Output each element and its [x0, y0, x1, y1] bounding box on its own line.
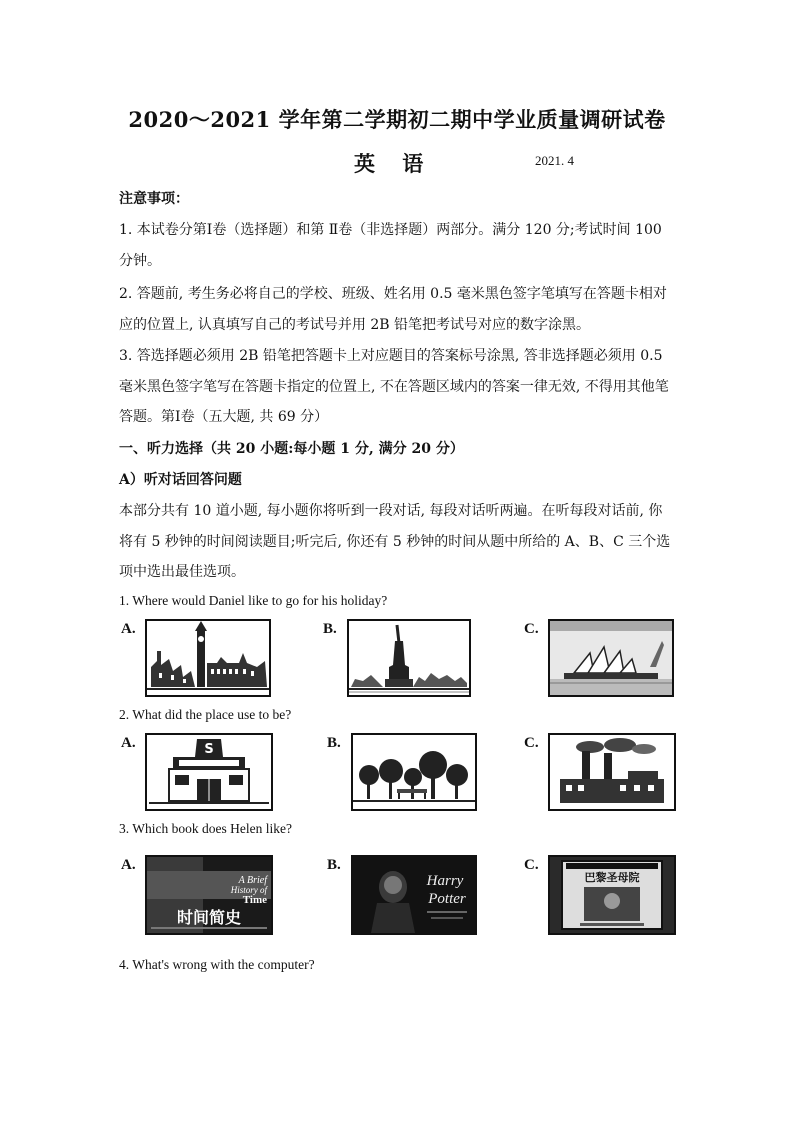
subject-label: 英 语 [354, 151, 434, 176]
q3-option-a[interactable] [121, 855, 273, 935]
q2-option-c[interactable] [524, 733, 676, 811]
section-heading: 一、听力选择（共 20 小题:每小题 1 分, 满分 20 分） [119, 441, 464, 457]
park-trees-image [351, 733, 477, 811]
harry-potter-cover [351, 855, 477, 935]
notes-heading: 注意事项： [119, 191, 189, 207]
option-letter: B. [327, 735, 341, 751]
notes-line: 应的位置上, 认真填写自己的考试号并用 2B 铅笔把考试号对应的数字涂黑。 [119, 317, 590, 333]
notes-line: 答题。第Ⅰ卷（五大题, 共 69 分） [119, 409, 329, 425]
instruction-line: 将有 5 秒钟的时间阅读题目;听完后, 你还有 5 秒钟的时间从题中所给的 A、B、C 三个选 [119, 534, 671, 550]
sydney-opera-house-image [548, 619, 674, 697]
svg-text:Time: Time [242, 894, 267, 906]
notre-dame-de-paris-cover [548, 855, 676, 935]
option-letter: C. [524, 621, 539, 637]
q2-option-b[interactable] [327, 733, 477, 811]
svg-text:时间简史: 时间简史 [176, 908, 242, 927]
option-letter: A. [121, 735, 136, 751]
svg-text:History of: History of [230, 885, 267, 895]
notes-line: 1. 本试卷分第Ⅰ卷（选择题）和第 Ⅱ卷（非选择题）两部分。满分 120 分;考试时间 100 [119, 222, 662, 238]
brief-history-of-time-cover [145, 855, 273, 935]
statue-of-liberty-image [347, 619, 471, 697]
q1-option-a[interactable] [121, 619, 271, 697]
q1-option-b[interactable] [323, 619, 471, 697]
svg-text:Harry: Harry [426, 873, 464, 889]
part-heading: A）听对话回答问题 [119, 472, 242, 488]
question-3: 3. Which book does Helen like? [119, 821, 292, 836]
exam-date: 2021. 4 [535, 153, 574, 168]
option-letter: C. [524, 735, 539, 751]
option-letter: A. [121, 621, 136, 637]
notes-line: 2. 答题前, 考生务必将自己的学校、班级、姓名用 0.5 毫米黑色签字笔填写在答题卡相对 [119, 286, 667, 302]
svg-text:A Brief: A Brief [238, 875, 267, 886]
notes-line: 毫米黑色签字笔写在答题卡指定的位置上, 不在答题区域内的答案一律无效, 不得用其他笔 [119, 379, 669, 395]
london-skyline-image [145, 619, 271, 697]
supermarket-building-image [145, 733, 273, 811]
option-letter: C. [524, 857, 539, 873]
notes-line: 3. 答选择题必须用 2B 铅笔把答题卡上对应题目的答案标号涂黑, 答非选择题必须用 0.5 [119, 348, 663, 364]
q1-option-c[interactable] [524, 619, 674, 697]
q3-option-c[interactable] [524, 855, 676, 935]
question-2: 2. What did the place use to be? [119, 707, 292, 722]
q3-option-b[interactable] [327, 855, 477, 935]
instruction-line: 项中选出最佳选项。 [119, 564, 245, 580]
option-letter: B. [327, 857, 341, 873]
exam-title: 2020～2021 学年第二学期初二期中学业质量调研试卷 [128, 107, 666, 132]
question-1: 1. Where would Daniel like to go for his holiday? [119, 593, 388, 608]
question-4: 4. What's wrong with the computer? [119, 957, 315, 972]
option-letter: B. [323, 621, 337, 637]
option-letter: A. [121, 857, 136, 873]
svg-text:巴黎圣母院: 巴黎圣母院 [584, 871, 640, 884]
svg-text:S: S [204, 742, 214, 757]
factory-chimneys-image [548, 733, 676, 811]
notes-line: 分钟。 [119, 253, 161, 269]
q2-option-a[interactable] [121, 733, 273, 811]
svg-text:Potter: Potter [428, 891, 466, 907]
instruction-line: 本部分共有 10 道小题, 每小题你将听到一段对话, 每段对话听两遍。在听每段对话前, 你 [119, 503, 663, 519]
